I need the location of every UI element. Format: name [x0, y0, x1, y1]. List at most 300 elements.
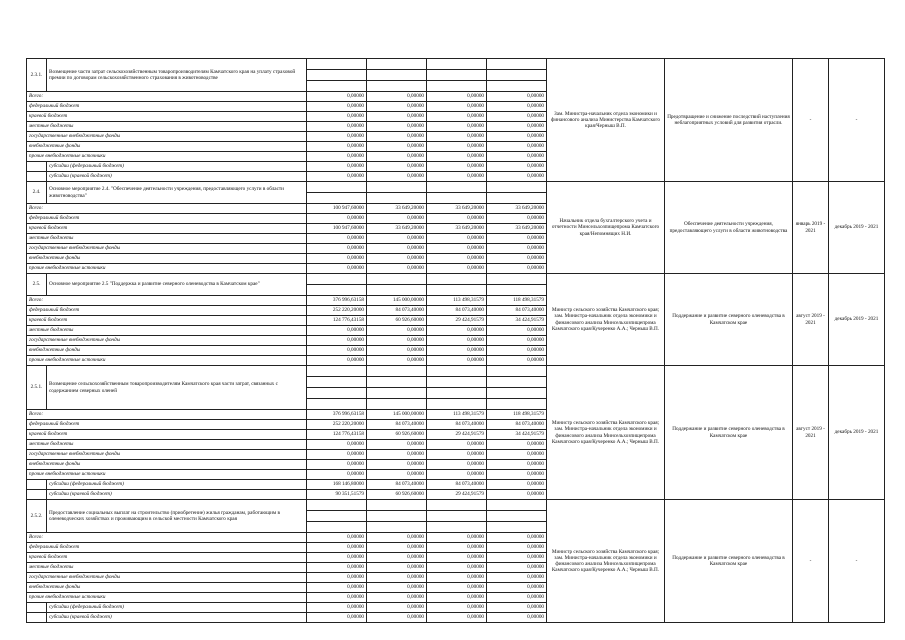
amount-cell: 0,00000 [367, 553, 427, 563]
group-header-row [27, 366, 885, 377]
amount-cell: 0,00000 [427, 470, 487, 480]
group-title: Предоставление социальных выплат на строительство (приобретение) жилья гражданам, работающим в оленеводческих хозяйствах и проживающим в сельской местности Камчатского края [47, 500, 307, 533]
empty-cell [427, 274, 487, 285]
amount-cell: 0,00000 [487, 450, 547, 460]
amount-cell: 0,00000 [307, 92, 367, 102]
budget-source-label: государственные внебюджетные фонды [27, 450, 307, 460]
amount-cell: 0,00000 [427, 533, 487, 543]
group-header-row [27, 59, 885, 70]
amount-cell: 118 498,31579 [487, 410, 547, 420]
amount-cell: 0,00000 [487, 593, 547, 603]
amount-cell: 0,00000 [367, 162, 427, 172]
indent-cell [27, 162, 47, 172]
amount-cell: 0,00000 [367, 573, 427, 583]
amount-cell: 0,00000 [487, 132, 547, 142]
amount-cell: 100 947,60000 [307, 224, 367, 234]
amount-cell: 29 424,91579 [427, 490, 487, 500]
start-date-cell: август 2019 - 2021 [793, 366, 829, 500]
amount-cell: 0,00000 [307, 583, 367, 593]
empty-cell [307, 522, 367, 533]
amount-cell: 0,00000 [307, 613, 367, 623]
amount-cell: 0,00000 [427, 460, 487, 470]
amount-cell: 0,00000 [427, 583, 487, 593]
end-date-cell: декабрь 2019 - 2021 [829, 274, 885, 366]
empty-cell [487, 511, 547, 522]
empty-cell [307, 182, 367, 193]
budget-source-label: местные бюджеты [27, 326, 307, 336]
empty-cell [427, 399, 487, 410]
budget-source-label: краевой бюджет [27, 316, 307, 326]
responsible-cell: Начальник отдела бухгалтерского учета и отчетности Минсельхозпищепрома Камчатского края/Непомнящих Н.И. [547, 182, 665, 274]
budget-source-label: прочие внебюджетные источники [27, 264, 307, 274]
group-header-row [27, 274, 885, 285]
amount-cell: 0,00000 [307, 112, 367, 122]
amount-cell: 124 776,43158 [307, 316, 367, 326]
amount-cell: 0,00000 [367, 132, 427, 142]
empty-cell [307, 399, 367, 410]
budget-source-label: субсидии (федеральный бюджет) [47, 162, 307, 172]
amount-cell: 0,00000 [427, 264, 487, 274]
amount-cell: 0,00000 [307, 593, 367, 603]
amount-cell: 0,00000 [487, 162, 547, 172]
group-title: Основное мероприятие 2.5 "Поддержка и развитие северного оленеводства в Камчатском крае" [47, 274, 307, 296]
budget-source-label: местные бюджеты [27, 234, 307, 244]
amount-cell: 376 996,63158 [307, 296, 367, 306]
amount-cell: 0,00000 [367, 613, 427, 623]
budget-source-label: Всего: [27, 92, 307, 102]
amount-cell: 34 424,91579 [487, 430, 547, 440]
amount-cell: 33 649,20000 [487, 224, 547, 234]
empty-cell [427, 366, 487, 377]
empty-cell [367, 285, 427, 296]
amount-cell: 0,00000 [427, 603, 487, 613]
amount-cell: 0,00000 [487, 336, 547, 346]
empty-cell [427, 522, 487, 533]
budget-source-label: внебюджетные фонды [27, 583, 307, 593]
amount-cell: 124 776,43158 [307, 430, 367, 440]
amount-cell: 34 424,91579 [487, 316, 547, 326]
amount-cell: 90 351,51579 [307, 490, 367, 500]
amount-cell: 0,00000 [487, 480, 547, 490]
empty-cell [307, 274, 367, 285]
empty-cell [307, 81, 367, 92]
amount-cell: 0,00000 [427, 573, 487, 583]
amount-cell: 0,00000 [487, 254, 547, 264]
amount-cell: 0,00000 [427, 92, 487, 102]
budget-source-label: краевой бюджет [27, 112, 307, 122]
amount-cell: 0,00000 [307, 336, 367, 346]
start-date-cell: - [793, 59, 829, 182]
amount-cell: 0,00000 [307, 450, 367, 460]
amount-cell: 0,00000 [367, 450, 427, 460]
empty-cell [427, 59, 487, 70]
amount-cell: 0,00000 [487, 460, 547, 470]
budget-source-label: прочие внебюджетные источники [27, 470, 307, 480]
amount-cell: 0,00000 [487, 172, 547, 182]
amount-cell: 0,00000 [307, 543, 367, 553]
amount-cell: 0,00000 [487, 543, 547, 553]
amount-cell: 0,00000 [427, 326, 487, 336]
amount-cell: 0,00000 [307, 234, 367, 244]
amount-cell: 84 073,40000 [427, 480, 487, 490]
budget-source-label: внебюджетные фонды [27, 460, 307, 470]
amount-cell: 0,00000 [307, 356, 367, 366]
amount-cell: 0,00000 [487, 490, 547, 500]
budget-source-label: федеральный бюджет [27, 102, 307, 112]
amount-cell: 0,00000 [367, 470, 427, 480]
empty-cell [367, 182, 427, 193]
amount-cell: 145 000,00000 [367, 410, 427, 420]
amount-cell: 0,00000 [427, 593, 487, 603]
amount-cell: 0,00000 [427, 254, 487, 264]
amount-cell: 0,00000 [307, 142, 367, 152]
amount-cell: 0,00000 [367, 214, 427, 224]
amount-cell: 0,00000 [427, 356, 487, 366]
empty-cell [427, 285, 487, 296]
amount-cell: 0,00000 [427, 244, 487, 254]
empty-cell [427, 388, 487, 399]
amount-cell: 0,00000 [367, 593, 427, 603]
amount-cell: 0,00000 [367, 346, 427, 356]
result-cell: Поддержание и развитие северного оленеводства в Камчатском крае [665, 366, 793, 500]
result-cell: Поддержание и развитие северного оленеводства в Камчатском крае [665, 274, 793, 366]
amount-cell: 84 073,40000 [367, 306, 427, 316]
amount-cell: 0,00000 [487, 234, 547, 244]
group-code: 2.4. [27, 182, 47, 204]
amount-cell: 0,00000 [307, 603, 367, 613]
empty-cell [487, 193, 547, 204]
budget-source-label: федеральный бюджет [27, 214, 307, 224]
budget-source-label: краевой бюджет [27, 430, 307, 440]
amount-cell: 0,00000 [427, 553, 487, 563]
amount-cell: 84 073,40000 [367, 480, 427, 490]
budget-source-label: прочие внебюджетные источники [27, 152, 307, 162]
amount-cell: 0,00000 [367, 326, 427, 336]
amount-cell: 0,00000 [307, 102, 367, 112]
empty-cell [367, 366, 427, 377]
amount-cell: 0,00000 [487, 112, 547, 122]
amount-cell: 145 000,00000 [367, 296, 427, 306]
budget-source-label: федеральный бюджет [27, 543, 307, 553]
amount-cell: 0,00000 [427, 142, 487, 152]
empty-cell [487, 274, 547, 285]
amount-cell: 0,00000 [367, 234, 427, 244]
amount-cell: 33 649,20000 [367, 204, 427, 214]
amount-cell: 0,00000 [367, 92, 427, 102]
amount-cell: 0,00000 [427, 132, 487, 142]
indent-cell [27, 172, 47, 182]
responsible-cell: Министр сельского хозяйства Камчатского края; зам. Министра-начальник отдела экономики и финансового анализа Минсельхозпищепрома Камчатского края/Кучеренко А.А.; Черныш В.П. [547, 500, 665, 623]
group-code: 2.5. [27, 274, 47, 296]
amount-cell: 0,00000 [427, 336, 487, 346]
group-code: 2.3.1. [27, 59, 47, 92]
amount-cell: 0,00000 [367, 122, 427, 132]
empty-cell [307, 59, 367, 70]
amount-cell: 0,00000 [307, 244, 367, 254]
group-title: Возмещение части затрат сельскохозяйственным товаропроизводителям Камчатского края на уплату страховой премии по договорам сельскохозяйственного страхования в животноводстве [47, 59, 307, 92]
amount-cell: 0,00000 [427, 152, 487, 162]
amount-cell: 0,00000 [307, 264, 367, 274]
indent-cell [27, 613, 47, 623]
amount-cell: 0,00000 [367, 440, 427, 450]
result-cell: Поддержание и развитие северного оленеводства в Камчатском крае [665, 500, 793, 623]
budget-source-label: субсидии (краевой бюджет) [47, 613, 307, 623]
empty-cell [487, 377, 547, 388]
amount-cell: 84 073,40000 [427, 420, 487, 430]
empty-cell [307, 285, 367, 296]
budget-source-label: государственные внебюджетные фонды [27, 336, 307, 346]
result-cell: Предотвращение и снижение последствий наступления неблагоприятных условий для развития отрасли. [665, 59, 793, 182]
responsible-cell: Министр сельского хозяйства Камчатского края; зам. Министра-начальник отдела экономики и финансового анализа Минсельхозпищепрома Камчатского края/Кучеренко А.А.; Черныш В.П. [547, 274, 665, 366]
amount-cell: 0,00000 [367, 152, 427, 162]
amount-cell: 0,00000 [487, 326, 547, 336]
empty-cell [487, 59, 547, 70]
empty-cell [367, 81, 427, 92]
amount-cell: 84 073,40000 [487, 420, 547, 430]
amount-cell: 33 649,20000 [487, 204, 547, 214]
budget-source-label: местные бюджеты [27, 563, 307, 573]
empty-cell [307, 511, 367, 522]
amount-cell: 0,00000 [487, 573, 547, 583]
amount-cell: 118 498,31579 [487, 296, 547, 306]
amount-cell: 0,00000 [427, 102, 487, 112]
budget-source-label: государственные внебюджетные фонды [27, 132, 307, 142]
budget-source-label: Всего: [27, 204, 307, 214]
empty-cell [487, 388, 547, 399]
amount-cell: 0,00000 [307, 132, 367, 142]
amount-cell: 252 220,20000 [307, 420, 367, 430]
amount-cell: 0,00000 [367, 244, 427, 254]
empty-cell [427, 70, 487, 81]
empty-cell [367, 522, 427, 533]
amount-cell: 0,00000 [307, 470, 367, 480]
amount-cell: 0,00000 [307, 326, 367, 336]
amount-cell: 0,00000 [307, 122, 367, 132]
amount-cell: 0,00000 [367, 142, 427, 152]
empty-cell [427, 193, 487, 204]
amount-cell: 0,00000 [367, 583, 427, 593]
amount-cell: 33 649,20000 [427, 224, 487, 234]
amount-cell: 0,00000 [487, 214, 547, 224]
amount-cell: 0,00000 [307, 162, 367, 172]
budget-source-label: федеральный бюджет [27, 306, 307, 316]
amount-cell: 0,00000 [307, 152, 367, 162]
amount-cell: 0,00000 [427, 440, 487, 450]
group-title: Основное мероприятие 2.4. "Обеспечение деятельности учреждения, предоставляющего услуги в области животноводства" [47, 182, 307, 204]
empty-cell [367, 511, 427, 522]
amount-cell: 0,00000 [367, 460, 427, 470]
amount-cell: 0,00000 [487, 553, 547, 563]
empty-cell [367, 377, 427, 388]
amount-cell: 60 926,60000 [367, 316, 427, 326]
group-header-row [27, 500, 885, 511]
amount-cell: 0,00000 [367, 603, 427, 613]
amount-cell: 33 649,20000 [367, 224, 427, 234]
amount-cell: 0,00000 [487, 142, 547, 152]
amount-cell: 84 073,40000 [367, 420, 427, 430]
amount-cell: 0,00000 [487, 470, 547, 480]
empty-cell [427, 81, 487, 92]
end-date-cell: декабрь 2019 - 2021 [829, 182, 885, 274]
budget-source-label: субсидии (федеральный бюджет) [47, 603, 307, 613]
amount-cell: 0,00000 [367, 172, 427, 182]
amount-cell: 0,00000 [487, 92, 547, 102]
amount-cell: 0,00000 [307, 533, 367, 543]
empty-cell [307, 366, 367, 377]
budget-source-label: Всего: [27, 533, 307, 543]
amount-cell: 0,00000 [307, 214, 367, 224]
amount-cell: 0,00000 [307, 254, 367, 264]
amount-cell: 0,00000 [487, 613, 547, 623]
responsible-cell: Зам. Министра-начальник отдела экономики и финансового анализа Министерства Камчатского края/Черныш В.П. [547, 59, 665, 182]
budget-source-label: местные бюджеты [27, 122, 307, 132]
amount-cell: 84 073,40000 [427, 306, 487, 316]
empty-cell [487, 285, 547, 296]
amount-cell: 113 498,31579 [427, 410, 487, 420]
amount-cell: 0,00000 [487, 563, 547, 573]
amount-cell: 0,00000 [487, 533, 547, 543]
group-code: 2.5.1. [27, 366, 47, 410]
amount-cell: 0,00000 [307, 460, 367, 470]
start-date-cell: январь 2019 - 2021 [793, 182, 829, 274]
empty-cell [307, 377, 367, 388]
budget-source-label: Всего: [27, 410, 307, 420]
end-date-cell: - [829, 59, 885, 182]
budget-source-label: Всего: [27, 296, 307, 306]
amount-cell: 0,00000 [307, 346, 367, 356]
start-date-cell: август 2019 - 2021 [793, 274, 829, 366]
empty-cell [367, 388, 427, 399]
end-date-cell: декабрь 2019 - 2021 [829, 366, 885, 500]
amount-cell: 29 424,91579 [427, 316, 487, 326]
amount-cell: 100 947,60000 [307, 204, 367, 214]
amount-cell: 252 220,20000 [307, 306, 367, 316]
amount-cell: 0,00000 [307, 573, 367, 583]
amount-cell: 168 146,80000 [307, 480, 367, 490]
empty-cell [487, 500, 547, 511]
amount-cell: 0,00000 [367, 254, 427, 264]
empty-cell [367, 274, 427, 285]
budget-source-label: краевой бюджет [27, 553, 307, 563]
amount-cell: 0,00000 [427, 543, 487, 553]
budget-source-label: субсидии (федеральный бюджет) [47, 480, 307, 490]
empty-cell [307, 193, 367, 204]
amount-cell: 0,00000 [427, 234, 487, 244]
responsible-cell: Министр сельского хозяйства Камчатского края; зам. Министра-начальник отдела экономики и финансового анализа Минсельхозпищепрома Камчатского края/Кучеренко А.А.; Черныш В.П. [547, 366, 665, 500]
amount-cell: 0,00000 [307, 553, 367, 563]
amount-cell: 0,00000 [367, 112, 427, 122]
budget-source-label: субсидии (краевой бюджет) [47, 490, 307, 500]
empty-cell [487, 399, 547, 410]
amount-cell: 0,00000 [487, 244, 547, 254]
empty-cell [427, 500, 487, 511]
amount-cell: 0,00000 [367, 533, 427, 543]
group-header-row [27, 182, 885, 193]
budget-table-sheet [26, 58, 884, 636]
amount-cell: 0,00000 [487, 122, 547, 132]
amount-cell: 0,00000 [367, 264, 427, 274]
budget-source-label: прочие внебюджетные источники [27, 356, 307, 366]
group-code: 2.5.2. [27, 500, 47, 533]
empty-cell [367, 500, 427, 511]
empty-cell [307, 70, 367, 81]
budget-source-label: государственные внебюджетные фонды [27, 573, 307, 583]
amount-cell: 0,00000 [307, 440, 367, 450]
amount-cell: 60 926,60000 [367, 430, 427, 440]
amount-cell: 0,00000 [487, 264, 547, 274]
amount-cell: 0,00000 [487, 440, 547, 450]
amount-cell: 0,00000 [367, 336, 427, 346]
amount-cell: 33 649,20000 [427, 204, 487, 214]
empty-cell [427, 511, 487, 522]
budget-source-label: внебюджетные фонды [27, 346, 307, 356]
budget-source-label: краевой бюджет [27, 224, 307, 234]
amount-cell: 0,00000 [427, 346, 487, 356]
empty-cell [487, 70, 547, 81]
result-cell: Обеспечение деятельности учреждения, предоставляющего услуги в области животноводства [665, 182, 793, 274]
amount-cell: 0,00000 [367, 356, 427, 366]
amount-cell: 0,00000 [487, 603, 547, 613]
empty-cell [487, 182, 547, 193]
amount-cell: 0,00000 [307, 172, 367, 182]
group-title: Возмещение сельскохозяйственным товаропроизводителям Камчатского края части затрат, связанных с содержанием северных оленей [47, 366, 307, 410]
amount-cell: 0,00000 [487, 152, 547, 162]
amount-cell: 0,00000 [487, 346, 547, 356]
end-date-cell: - [829, 500, 885, 623]
budget-source-label: прочие внебюджетные источники [27, 593, 307, 603]
amount-cell: 0,00000 [427, 162, 487, 172]
budget-source-label: местные бюджеты [27, 440, 307, 450]
empty-cell [367, 399, 427, 410]
amount-cell: 0,00000 [427, 122, 487, 132]
amount-cell: 0,00000 [487, 583, 547, 593]
indent-cell [27, 480, 47, 490]
amount-cell: 113 498,31579 [427, 296, 487, 306]
amount-cell: 0,00000 [427, 563, 487, 573]
amount-cell: 0,00000 [427, 214, 487, 224]
indent-cell [27, 490, 47, 500]
empty-cell [427, 377, 487, 388]
empty-cell [367, 59, 427, 70]
indent-cell [27, 603, 47, 613]
empty-cell [487, 522, 547, 533]
empty-cell [307, 388, 367, 399]
amount-cell: 0,00000 [367, 543, 427, 553]
amount-cell: 0,00000 [427, 172, 487, 182]
budget-source-label: государственные внебюджетные фонды [27, 244, 307, 254]
empty-cell [487, 366, 547, 377]
amount-cell: 0,00000 [367, 102, 427, 112]
budget-table [26, 58, 885, 623]
amount-cell: 60 926,60000 [367, 490, 427, 500]
empty-cell [487, 81, 547, 92]
amount-cell: 0,00000 [427, 450, 487, 460]
budget-source-label: федеральный бюджет [27, 420, 307, 430]
amount-cell: 376 996,63158 [307, 410, 367, 420]
amount-cell: 84 073,40000 [487, 306, 547, 316]
empty-cell [427, 182, 487, 193]
amount-cell: 0,00000 [487, 102, 547, 112]
amount-cell: 29 424,91579 [427, 430, 487, 440]
start-date-cell: - [793, 500, 829, 623]
amount-cell: 0,00000 [307, 563, 367, 573]
empty-cell [307, 500, 367, 511]
empty-cell [367, 70, 427, 81]
budget-source-label: субсидии (краевой бюджет) [47, 172, 307, 182]
budget-source-label: внебюджетные фонды [27, 254, 307, 264]
amount-cell: 0,00000 [427, 613, 487, 623]
amount-cell: 0,00000 [487, 356, 547, 366]
